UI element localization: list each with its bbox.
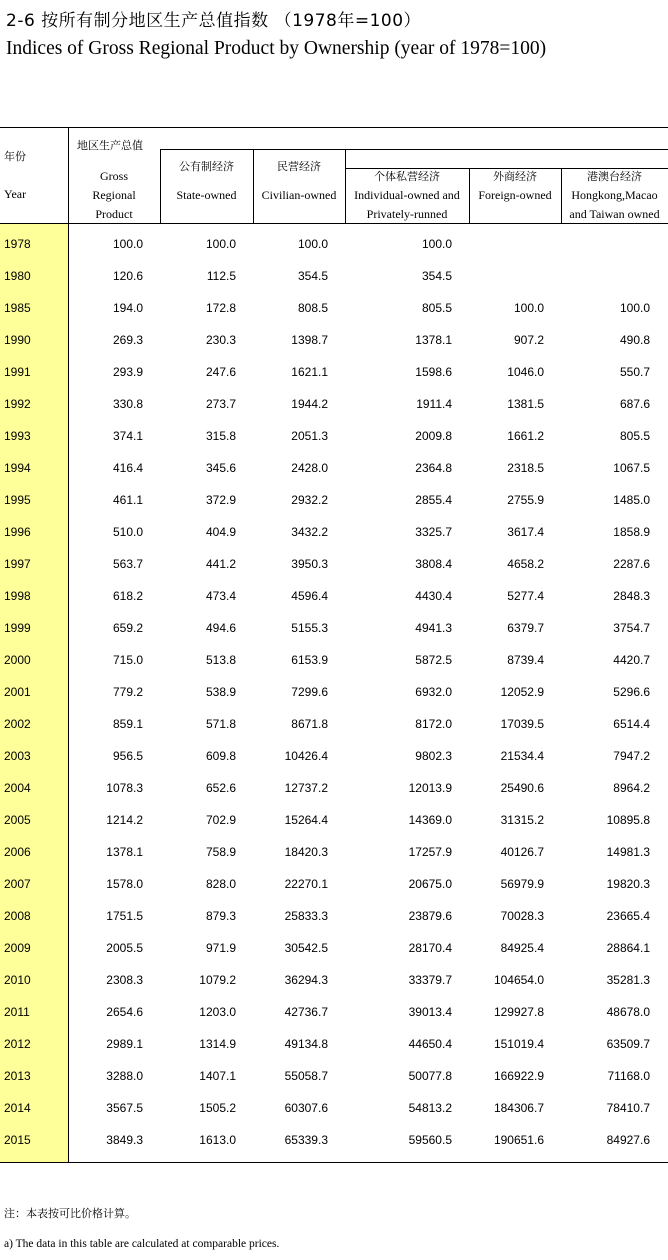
table-row: [0, 260, 668, 292]
private-index-cell: 20675.0: [408, 877, 452, 891]
foreign-index-cell: 8739.4: [507, 653, 544, 667]
grp-index-cell: 416.4: [112, 461, 143, 475]
year-cell: 2000: [4, 653, 31, 667]
table-row: [0, 228, 668, 260]
grp-index-cell: 269.3: [112, 333, 143, 347]
private-index-cell: 54813.2: [408, 1101, 452, 1115]
year-cell: 1995: [4, 493, 31, 507]
state-index-cell: 112.5: [206, 269, 236, 283]
table-row: [0, 1060, 668, 1092]
grp-index-cell: 100.0: [112, 237, 143, 251]
state-index-cell: 609.8: [205, 749, 236, 763]
grp-index-cell: 2989.1: [106, 1037, 143, 1051]
header-foreign-en: Foreign-owned: [478, 188, 552, 202]
year-cell: 1990: [4, 333, 31, 347]
private-index-cell: 1911.4: [416, 397, 452, 411]
civilian-index-cell: 3950.3: [291, 557, 328, 571]
foreign-index-cell: 907.2: [513, 333, 544, 347]
state-index-cell: 571.8: [205, 717, 236, 731]
hmt-index-cell: 805.5: [619, 429, 650, 443]
civilian-index-cell: 15264.4: [284, 813, 328, 827]
state-index-cell: 1613.0: [199, 1133, 236, 1147]
private-index-cell: 805.5: [421, 301, 452, 315]
state-index-cell: 1505.2: [199, 1101, 236, 1115]
state-index-cell: 538.9: [205, 685, 236, 699]
year-cell: 1996: [4, 525, 31, 539]
state-index-cell: 513.8: [205, 653, 236, 667]
foreign-index-cell: [464, 228, 544, 260]
table-title-en: Indices of Gross Regional Product by Ownership (year of 1978=100): [6, 38, 547, 59]
civilian-index-cell: 2051.3: [291, 429, 328, 443]
grp-index-cell: 510.0: [112, 525, 143, 539]
civilian-index-cell: 65339.3: [284, 1133, 328, 1147]
grp-index-cell: 1751.5: [106, 909, 143, 923]
table-row: [0, 996, 668, 1028]
table-title-cn: 2-6 按所有制分地区生产总值指数 （1978年=100）: [6, 11, 422, 31]
private-index-cell: 3325.7: [415, 525, 452, 539]
state-index-cell: 494.6: [205, 621, 236, 635]
private-index-cell: 12013.9: [408, 781, 452, 795]
hmt-index-cell: 4420.7: [613, 653, 650, 667]
state-index-cell: 652.6: [205, 781, 236, 795]
year-cell: 2006: [4, 845, 31, 859]
civilian-index-cell: 22270.1: [284, 877, 328, 891]
year-cell: 2005: [4, 813, 31, 827]
hmt-index-cell: 14981.3: [606, 845, 650, 859]
state-index-cell: 100.0: [205, 237, 236, 251]
table-row: [0, 804, 668, 836]
private-index-cell: 354.5: [421, 269, 452, 283]
private-index-cell: 8172.0: [415, 717, 452, 731]
foreign-index-cell: 56979.9: [500, 877, 544, 891]
hmt-index-cell: 1858.9: [613, 525, 650, 539]
hmt-index-cell: [570, 260, 650, 292]
gross-regional-product-index-table: [0, 127, 668, 1163]
private-index-cell: 14369.0: [408, 813, 452, 827]
foreign-index-cell: 40126.7: [500, 845, 544, 859]
foreign-index-cell: 104654.0: [493, 973, 544, 987]
foreign-index-cell: 12052.9: [500, 685, 544, 699]
private-index-cell: 28170.4: [408, 941, 452, 955]
table-row: [0, 1092, 668, 1124]
header-private-en-1: Individual-owned and: [354, 188, 460, 202]
year-cell: 2007: [4, 877, 31, 891]
civilian-index-cell: 2932.2: [291, 493, 328, 507]
table-row: [0, 1028, 668, 1060]
grp-index-cell: 2005.5: [106, 941, 143, 955]
table-bottom-rule: [0, 1162, 668, 1163]
header-civilian-cn: 民营经济: [277, 160, 321, 173]
state-index-cell: 404.9: [205, 525, 236, 539]
private-index-cell: 1598.6: [415, 365, 452, 379]
header-private-cn: 个体私营经济: [374, 170, 440, 183]
table-row: [0, 868, 668, 900]
private-index-cell: 9802.3: [415, 749, 452, 763]
state-index-cell: 1314.9: [199, 1037, 236, 1051]
state-index-cell: 372.9: [205, 493, 236, 507]
foreign-index-cell: 3617.4: [507, 525, 544, 539]
civilian-index-cell: 10426.4: [284, 749, 328, 763]
civilian-index-cell: 808.5: [297, 301, 328, 315]
state-index-cell: 1079.2: [199, 973, 236, 987]
table-row: [0, 932, 668, 964]
hmt-index-cell: 8964.2: [613, 781, 650, 795]
grp-index-cell: 2654.6: [106, 1005, 143, 1019]
civilian-index-cell: 36294.3: [284, 973, 328, 987]
state-index-cell: 828.0: [205, 877, 236, 891]
year-cell: 2013: [4, 1069, 31, 1083]
year-cell: 1978: [4, 237, 31, 251]
grp-index-cell: 1214.2: [106, 813, 143, 827]
civilian-index-cell: 2428.0: [291, 461, 328, 475]
year-cell: 2003: [4, 749, 31, 763]
foreign-index-cell: 100.0: [513, 301, 544, 315]
grp-index-cell: 1578.0: [106, 877, 143, 891]
grp-index-cell: 956.5: [112, 749, 143, 763]
hmt-index-cell: 71168.0: [607, 1069, 650, 1083]
civilian-index-cell: 1621.1: [291, 365, 328, 379]
private-index-cell: 2364.8: [415, 461, 452, 475]
year-cell: 1992: [4, 397, 31, 411]
grp-index-cell: 1378.1: [106, 845, 143, 859]
hmt-index-cell: [570, 228, 650, 260]
table-row: [0, 964, 668, 996]
foreign-index-cell: 70028.3: [500, 909, 544, 923]
private-index-cell: 17257.9: [408, 845, 452, 859]
private-index-cell: 3808.4: [415, 557, 452, 571]
header-grp-en-2: Regional: [92, 188, 136, 202]
grp-index-cell: 1078.3: [106, 781, 143, 795]
hmt-index-cell: 6514.4: [613, 717, 650, 731]
grp-index-cell: 3288.0: [106, 1069, 143, 1083]
year-cell: 2002: [4, 717, 31, 731]
civilian-index-cell: 12737.2: [284, 781, 328, 795]
table-row: [0, 900, 668, 932]
hmt-index-cell: 550.7: [619, 365, 650, 379]
civilian-index-cell: 30542.5: [284, 941, 328, 955]
private-index-cell: 23879.6: [408, 909, 452, 923]
grp-index-cell: 374.1: [112, 429, 143, 443]
hmt-index-cell: 2287.6: [613, 557, 650, 571]
year-cell: 1993: [4, 429, 31, 443]
header-foreign-cn: 外商经济: [493, 170, 537, 183]
foreign-index-cell: 166922.9: [493, 1069, 544, 1083]
header-hmt-en-1: Hongkong,Macao: [571, 188, 658, 202]
grp-index-cell: 194.0: [112, 301, 143, 315]
foreign-index-cell: 25490.6: [500, 781, 544, 795]
foreign-index-cell: 6379.7: [507, 621, 544, 635]
hmt-index-cell: 28864.1: [606, 941, 650, 955]
year-cell: 2009: [4, 941, 31, 955]
year-cell: 1999: [4, 621, 31, 635]
hmt-index-cell: 490.8: [619, 333, 650, 347]
hmt-index-cell: 23665.4: [606, 909, 650, 923]
grp-index-cell: 779.2: [112, 685, 143, 699]
table-row: [0, 644, 668, 676]
table-row: [0, 1124, 668, 1156]
year-cell: 2010: [4, 973, 31, 987]
hmt-index-cell: 5296.6: [613, 685, 650, 699]
table-row: [0, 708, 668, 740]
table-row: [0, 292, 668, 324]
table-row: [0, 772, 668, 804]
foreign-index-cell: 31315.2: [500, 813, 544, 827]
table-row: [0, 836, 668, 868]
table-row: [0, 580, 668, 612]
hmt-index-cell: 2848.3: [613, 589, 650, 603]
header-grp-en-3: Product: [95, 207, 133, 221]
state-index-cell: 247.6: [205, 365, 236, 379]
foreign-index-cell: 5277.4: [507, 589, 544, 603]
header-year-cn: 年份: [4, 150, 26, 163]
year-cell: 2004: [4, 781, 31, 795]
hmt-index-cell: 687.6: [619, 397, 650, 411]
state-index-cell: 345.6: [205, 461, 236, 475]
grp-index-cell: 859.1: [112, 717, 143, 731]
footnote-cn: 注：本表按可比价格计算。: [4, 1207, 136, 1220]
hmt-index-cell: 10895.8: [606, 813, 650, 827]
year-cell: 1991: [4, 365, 31, 379]
grp-index-cell: 120.6: [112, 269, 143, 283]
hmt-index-cell: 1485.0: [613, 493, 650, 507]
year-cell: 2012: [4, 1037, 31, 1051]
grp-index-cell: 715.0: [112, 653, 143, 667]
grp-index-cell: 3849.3: [106, 1133, 143, 1147]
grp-index-cell: 659.2: [112, 621, 143, 635]
private-index-cell: 33379.7: [408, 973, 452, 987]
state-index-cell: 441.2: [205, 557, 236, 571]
state-index-cell: 758.9: [205, 845, 236, 859]
hmt-index-cell: 7947.2: [613, 749, 650, 763]
header-state-cn: 公有制经济: [179, 160, 234, 173]
civilian-index-cell: 5155.3: [291, 621, 328, 635]
table-row: [0, 420, 668, 452]
foreign-index-cell: 2755.9: [507, 493, 544, 507]
private-index-cell: 39013.4: [408, 1005, 452, 1019]
state-index-cell: 879.3: [205, 909, 236, 923]
year-cell: 2011: [4, 1005, 30, 1019]
state-index-cell: 702.9: [205, 813, 236, 827]
civilian-index-cell: 42736.7: [284, 1005, 328, 1019]
header-hmt-en-2: and Taiwan owned: [569, 207, 660, 221]
hmt-index-cell: 3754.7: [613, 621, 650, 635]
civilian-index-cell: 8671.8: [291, 717, 328, 731]
civilian-index-cell: 100.0: [297, 237, 328, 251]
year-cell: 2014: [4, 1101, 31, 1115]
state-index-cell: 1203.0: [199, 1005, 236, 1019]
private-index-cell: 100.0: [421, 237, 452, 251]
grp-index-cell: 563.7: [112, 557, 143, 571]
header-year-en: Year: [4, 187, 27, 201]
foreign-index-cell: 190651.6: [493, 1133, 544, 1147]
foreign-index-cell: 1381.5: [507, 397, 544, 411]
state-index-cell: 273.7: [205, 397, 236, 411]
civilian-index-cell: 25833.3: [284, 909, 328, 923]
civilian-index-cell: 3432.2: [291, 525, 328, 539]
table-row: [0, 516, 668, 548]
year-cell: 2008: [4, 909, 31, 923]
year-cell: 1997: [4, 557, 31, 571]
year-cell: 2001: [4, 685, 31, 699]
hmt-index-cell: 63509.7: [606, 1037, 650, 1051]
foreign-index-cell: 1661.2: [507, 429, 544, 443]
civilian-index-cell: 55058.7: [284, 1069, 328, 1083]
table-row: [0, 388, 668, 420]
header-private-en-2: Privately-runned: [366, 207, 448, 221]
hmt-index-cell: 100.0: [619, 301, 650, 315]
grp-index-cell: 293.9: [112, 365, 143, 379]
civilian-index-cell: 7299.6: [291, 685, 328, 699]
table-row: [0, 452, 668, 484]
foreign-index-cell: 21534.4: [500, 749, 544, 763]
private-index-cell: 1378.1: [415, 333, 452, 347]
foreign-index-cell: 4658.2: [507, 557, 544, 571]
foreign-index-cell: 129927.8: [493, 1005, 544, 1019]
state-index-cell: 315.8: [205, 429, 236, 443]
header-hmt-cn: 港澳台经济: [587, 170, 642, 183]
foreign-index-cell: 17039.5: [500, 717, 544, 731]
table-row: [0, 676, 668, 708]
hmt-index-cell: 48678.0: [606, 1005, 650, 1019]
private-index-cell: 2855.4: [415, 493, 452, 507]
year-cell: 1980: [4, 269, 31, 283]
foreign-index-cell: 2318.5: [507, 461, 544, 475]
private-index-cell: 6932.0: [415, 685, 452, 699]
header-civilian-en: Civilian-owned: [261, 188, 337, 202]
state-index-cell: 971.9: [205, 941, 236, 955]
header-grp-cn: 地区生产总值: [77, 139, 143, 152]
private-index-cell: 5872.5: [415, 653, 452, 667]
grp-index-cell: 618.2: [112, 589, 143, 603]
table-row: [0, 548, 668, 580]
header-grp-en-1: Gross: [99, 169, 128, 183]
private-index-cell: 44650.4: [408, 1037, 452, 1051]
foreign-index-cell: 1046.0: [507, 365, 544, 379]
foreign-index-cell: 151019.4: [493, 1037, 544, 1051]
civilian-index-cell: 1398.7: [291, 333, 328, 347]
civilian-index-cell: 49134.8: [284, 1037, 328, 1051]
header-state-en: State-owned: [176, 188, 237, 202]
hmt-index-cell: 19820.3: [606, 877, 650, 891]
state-index-cell: 230.3: [205, 333, 236, 347]
table-row: [0, 324, 668, 356]
civilian-index-cell: 60307.6: [284, 1101, 328, 1115]
private-index-cell: 4430.4: [415, 589, 452, 603]
hmt-index-cell: 1067.5: [613, 461, 650, 475]
foreign-index-cell: 84925.4: [500, 941, 544, 955]
civilian-index-cell: 1944.2: [291, 397, 328, 411]
state-index-cell: 473.4: [205, 589, 236, 603]
state-index-cell: 172.8: [205, 301, 236, 315]
year-cell: 2015: [4, 1133, 31, 1147]
footnote-en: a) The data in this table are calculated at comparable prices.: [4, 1238, 280, 1250]
private-index-cell: 59560.5: [408, 1133, 452, 1147]
civilian-index-cell: 18420.3: [284, 845, 328, 859]
foreign-index-cell: 184306.7: [493, 1101, 544, 1115]
grp-index-cell: 461.1: [112, 493, 143, 507]
private-index-cell: 2009.8: [415, 429, 452, 443]
hmt-index-cell: 84927.6: [606, 1133, 650, 1147]
table-row: [0, 612, 668, 644]
private-index-cell: 50077.8: [408, 1069, 452, 1083]
year-cell: 1994: [4, 461, 31, 475]
table-row: [0, 484, 668, 516]
grp-index-cell: 3567.5: [106, 1101, 143, 1115]
hmt-index-cell: 78410.7: [606, 1101, 650, 1115]
table-row: [0, 356, 668, 388]
private-index-cell: 4941.3: [415, 621, 452, 635]
header-group-line: [160, 149, 668, 150]
table-row: [0, 740, 668, 772]
civilian-index-cell: 354.5: [297, 269, 328, 283]
civilian-index-cell: 4596.4: [291, 589, 328, 603]
grp-index-cell: 330.8: [112, 397, 143, 411]
grp-index-cell: 2308.3: [106, 973, 143, 987]
state-index-cell: 1407.1: [199, 1069, 236, 1083]
year-cell: 1998: [4, 589, 31, 603]
year-cell: 1985: [4, 301, 31, 315]
foreign-index-cell: [464, 260, 544, 292]
civilian-index-cell: 6153.9: [291, 653, 328, 667]
hmt-index-cell: 35281.3: [606, 973, 650, 987]
